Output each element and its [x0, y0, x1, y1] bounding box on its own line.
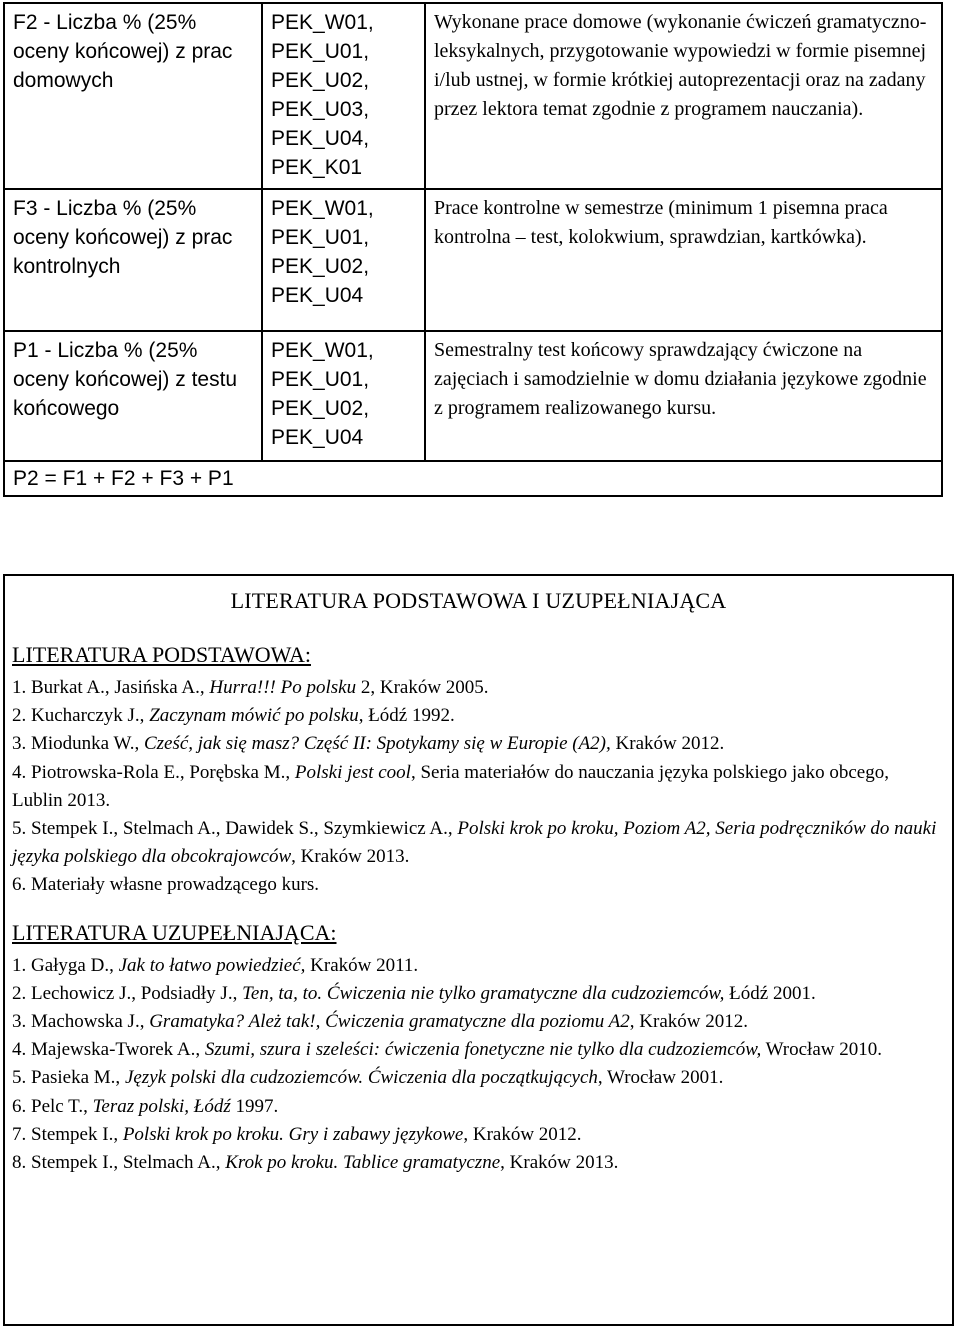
supplementary-literature-list — [5, 952, 952, 1178]
reference-item: 4. Piotrowska-Rola E., Porębska M., Polski jest cool, Seria materiałów do nauczania języka polskiego jako obcego, Lublin 2013. — [12, 761, 889, 811]
table-row — [4, 3, 942, 189]
row-description: Wykonane prace domowe (wykonanie ćwiczeń gramatyczno-leksykalnych, przygotowanie wypowiedzi w formie pisemnej i/lub ustnej, w formie krótkiej autoprezentacji oraz na zadany przez lektora temat zgodnie z programem nauczania). — [425, 3, 942, 189]
row-description: Semestralny test końcowy sprawdzający ćwiczone na zajęciach i samodzielnie w domu działania językowe zgodnie z programem realizowanego kursu. — [425, 331, 942, 461]
reference-item: 2. Lechowicz J., Podsiadły J., Ten, ta, to. Ćwiczenia nie tylko gramatyczne dla cudzoziemców, Łódź 2001. — [12, 982, 816, 1004]
reference-item: 5. Stempek I., Stelmach A., Dawidek S., Szymkiewicz A., Polski krok po kroku, Poziom A2, Seria podręczników do nauki języka polskiego dla obcokrajowców, Kraków 2013. — [12, 818, 937, 868]
reference-item: 7. Stempek I., Polski krok po kroku. Gry i zabawy językowe, Kraków 2012. — [12, 1123, 582, 1145]
row-codes: PEK_W01, PEK_U01, PEK_U02, PEK_U03, PEK_U04, PEK_K01 — [262, 3, 425, 189]
grade-formula: P2 = F1 + F2 + F3 + P1 — [4, 461, 942, 496]
grading-table — [3, 2, 943, 497]
basic-literature-list — [5, 674, 952, 900]
reference-item: 6. Materiały własne prowadzącego kurs. — [12, 874, 320, 896]
table-row — [4, 331, 942, 461]
table-row — [4, 189, 942, 331]
reference-item: 1. Burkat A., Jasińska A., Hurra!!! Po polsku 2, Kraków 2005. — [12, 677, 489, 698]
reference-item: 1. Gałyga D., Jak to łatwo powiedzieć, Kraków 2011. — [12, 954, 419, 976]
reference-item: 5. Pasieka M., Język polski dla cudzoziemców. Ćwiczenia dla początkujących, Wrocław 2001. — [12, 1067, 724, 1089]
reference-item: 6. Pelc T., Teraz polski, Łódź 1997. — [12, 1095, 279, 1117]
literature-title: LITERATURA PODSTAWOWA I UZUPEŁNIAJĄCA — [230, 588, 727, 613]
row-label: F3 - Liczba % (25% oceny końcowej) z prac kontrolnych — [4, 189, 262, 331]
reference-item: 3. Machowska J., Gramatyka? Ależ tak!, Ćwiczenia gramatyczne dla poziomu A2, Kraków 2012. — [12, 1011, 748, 1033]
supplementary-literature-heading: LITERATURA UZUPEŁNIAJĄCA: — [12, 919, 337, 945]
reference-item: 3. Miodunka W., Cześć, jak się masz? Część II: Spotykamy się w Europie (A2), Kraków 2012. — [12, 733, 725, 755]
row-codes: PEK_W01, PEK_U01, PEK_U02, PEK_U04 — [262, 331, 425, 461]
literature-box — [3, 574, 954, 1326]
reference-item: 8. Stempek I., Stelmach A., Krok po kroku. Tablice gramatyczne, Kraków 2013. — [12, 1152, 619, 1174]
reference-item: 2. Kucharczyk J., Zaczynam mówić po polsku, Łódź 1992. — [12, 705, 455, 727]
row-description: Prace kontrolne w semestrze (minimum 1 pisemna praca kontrolna – test, kolokwium, sprawdzian, kartkówka). — [425, 189, 942, 331]
row-label: F2 - Liczba % (25% oceny końcowej) z prac domowych — [4, 3, 262, 189]
row-label: P1 - Liczba % (25% oceny końcowej) z testu końcowego — [4, 331, 262, 461]
row-codes: PEK_W01, PEK_U01, PEK_U02, PEK_U04 — [262, 189, 425, 331]
table-row — [4, 461, 942, 496]
basic-literature-heading: LITERATURA PODSTAWOWA: — [12, 642, 311, 667]
reference-item: 4. Majewska-Tworek A., Szumi, szura i szeleści: ćwiczenia fonetyczne nie tylko dla cudzoziemców, Wrocław 2010. — [12, 1039, 882, 1061]
